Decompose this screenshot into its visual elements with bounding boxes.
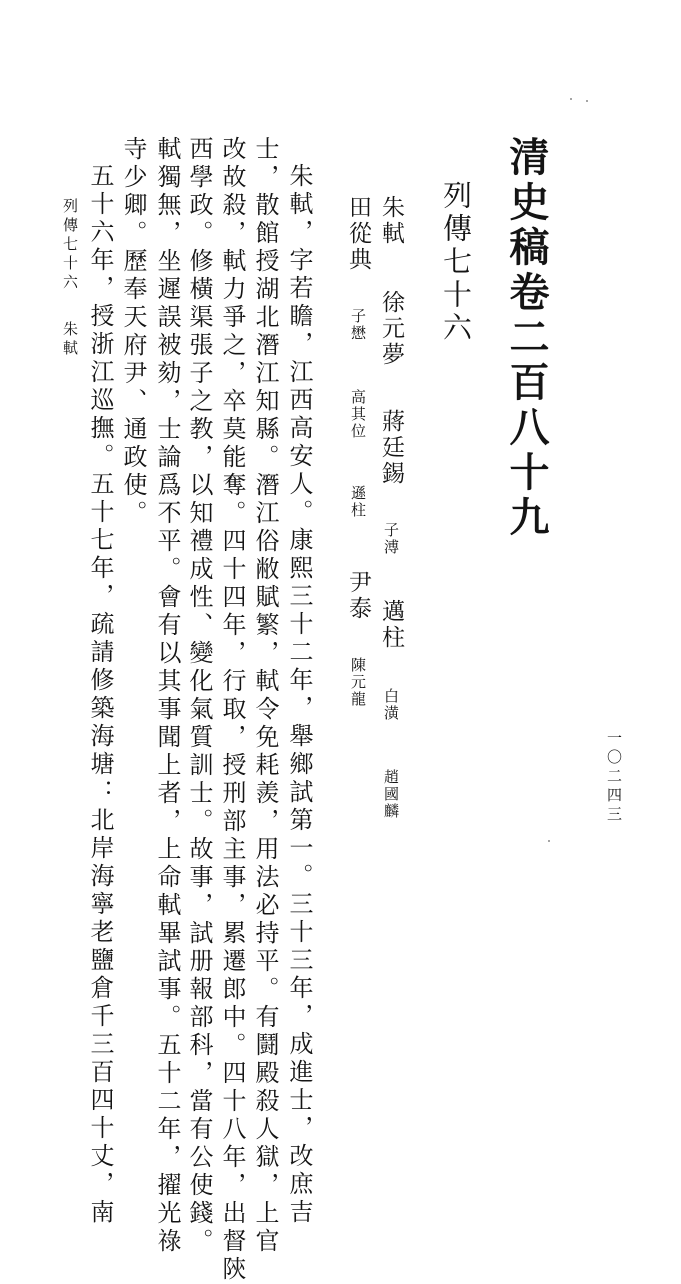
- roster-name: 邁柱: [378, 599, 404, 651]
- body-column-3: 改故殺，軾力爭之，卒莫能奪。四十四年，行取，授刑部主事，累遷郎中。四十八年，出督陝: [218, 136, 246, 1284]
- roster-subname: 子懋: [349, 308, 367, 342]
- roster-name: 田從典: [345, 195, 371, 273]
- roster-name: 朱軾: [378, 195, 404, 247]
- body-column-6: 寺少卿。歷奉天府尹、通政使。: [119, 136, 147, 528]
- roster-subname: 陳元龍: [349, 657, 367, 708]
- roster-name: 蔣廷錫: [378, 409, 404, 487]
- body-column-1: 朱軾，字若瞻，江西高安人。康熙三十二年，舉鄉試第一。三十三年，成進士，改庶吉: [285, 163, 313, 1227]
- chapter-subtitle: 列傳七十六: [439, 180, 473, 345]
- body-column-7: 五十六年，授浙江巡撫。五十七年，疏請修築海塘：北岸海寧老鹽倉千三百四十丈，南: [86, 163, 114, 1227]
- margin-section-label: [60, 198, 81, 359]
- roster-subname: 白潢: [382, 688, 400, 722]
- scan-speck: [548, 840, 550, 842]
- scan-speck: [570, 98, 572, 100]
- body-column-4: 西學政。修橫渠張子之教，以知禮成性、變化氣質訓士。故事，試册報部科，當有公使錢。: [185, 136, 213, 1256]
- roster-name: 徐元夢: [378, 290, 404, 368]
- roster-subname: 趙國麟: [382, 769, 400, 820]
- roster-column-1: [375, 195, 408, 820]
- roster-column-2: [342, 195, 375, 708]
- roster-subname: 子溥: [382, 522, 400, 556]
- roster-name: 尹泰: [345, 570, 371, 622]
- roster-subname: 高其位: [349, 389, 367, 440]
- roster-subname: 遜柱: [349, 485, 367, 519]
- margin-name: 朱軾: [61, 321, 79, 359]
- body-column-2: 士，散館授湖北潛江知縣。潛江俗敝賦繁，軾令免耗羨，用法必持平。有鬪殿殺人獄，上官: [251, 136, 279, 1256]
- page-number: 一〇二四三: [605, 730, 623, 825]
- scan-speck: [586, 100, 588, 102]
- margin-section: 列傳七十六: [61, 198, 79, 293]
- body-column-5: 軾獨無，坐遲誤被劾，士論爲不平。會有以其事聞上者，上命軾畢試事。五十二年，擢光祿: [153, 136, 181, 1256]
- volume-title: 清史稿卷二百八十九: [503, 136, 550, 541]
